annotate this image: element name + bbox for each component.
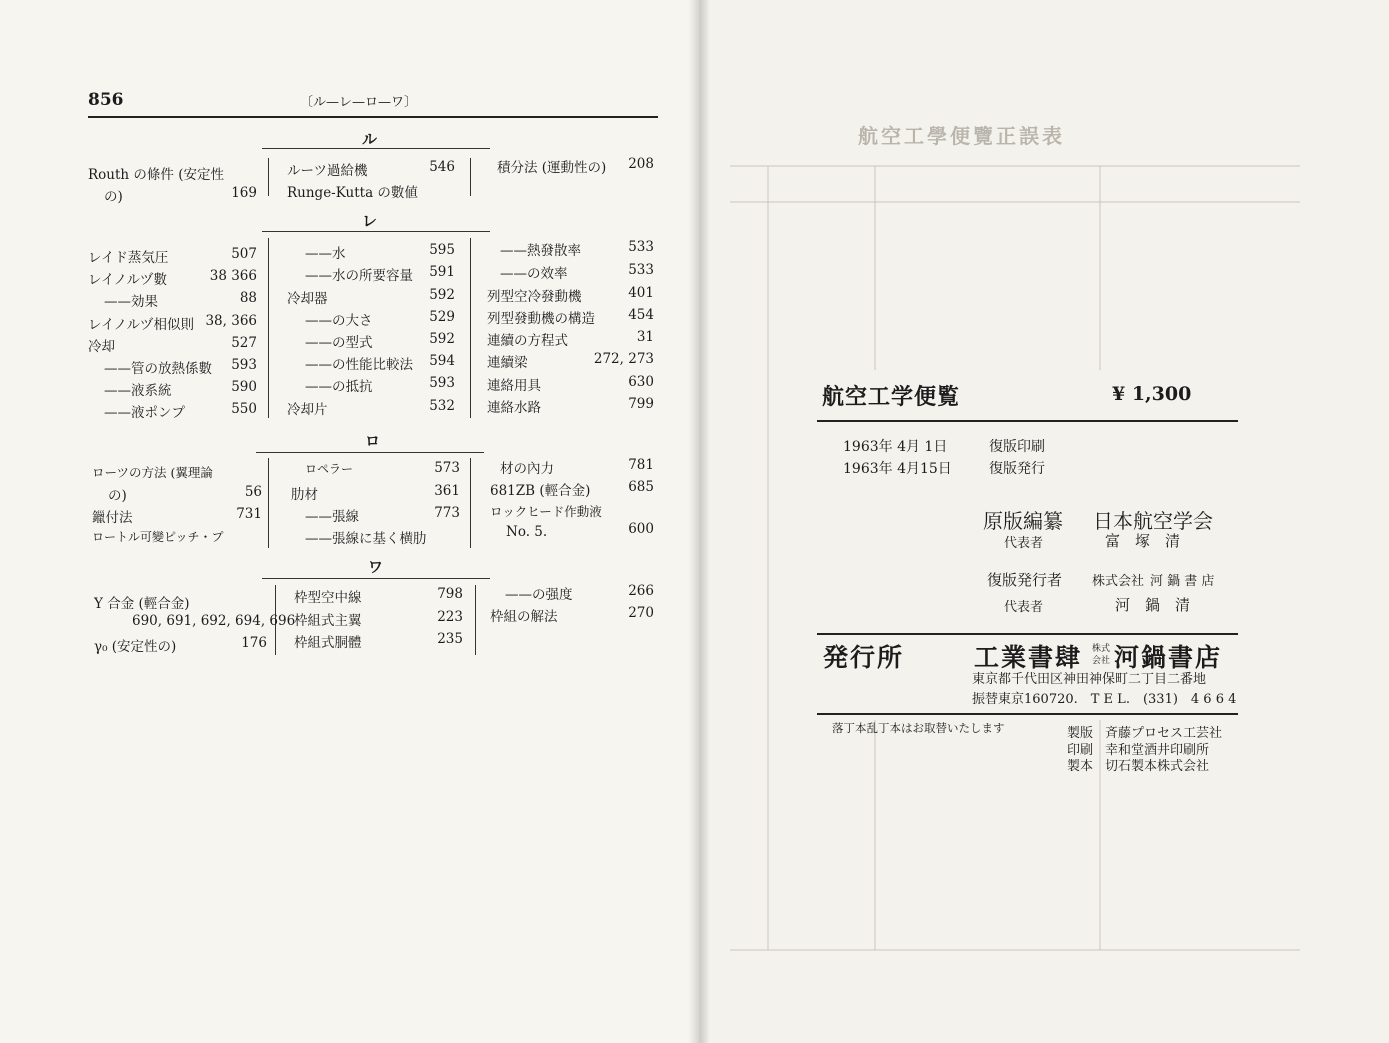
issuer-name-b: 河鍋書店 bbox=[1114, 643, 1223, 672]
column-divider bbox=[475, 585, 476, 655]
original-editor-label: 原版編纂 bbox=[983, 509, 1063, 533]
index-entry: レイド蒸気圧 bbox=[88, 250, 169, 266]
section-heading-re: レ bbox=[362, 212, 378, 230]
index-page-ref: 591 bbox=[429, 264, 455, 280]
column-divider bbox=[470, 238, 471, 418]
issuer-label: 発行所 bbox=[823, 643, 905, 672]
index-entry: ——水 bbox=[305, 246, 346, 262]
issuer-kabu-1: 株式 bbox=[1092, 644, 1111, 654]
index-entry: 列型空冷發動機 bbox=[487, 289, 582, 305]
index-page-ref: 223 bbox=[437, 609, 463, 625]
index-page-ref: 507 bbox=[231, 246, 257, 262]
colophon-rule bbox=[817, 713, 1238, 715]
index-entry: ——の性能比較法 bbox=[305, 357, 413, 373]
representative-label: 代表者 bbox=[1004, 600, 1044, 615]
index-page-ref: 169 bbox=[231, 185, 257, 201]
index-entry: 連絡水路 bbox=[487, 400, 541, 416]
index-entry: ——の强度 bbox=[505, 587, 573, 603]
index-entry: ——張線 bbox=[305, 509, 359, 525]
colophon-rule bbox=[817, 420, 1238, 422]
index-page-ref: 454 bbox=[628, 307, 654, 323]
index-page-ref: 270 bbox=[628, 605, 654, 621]
index-entry: 鑞付法 bbox=[92, 510, 133, 526]
bind-label: 製本 bbox=[1067, 759, 1094, 774]
index-page-ref: 38, 366 bbox=[205, 313, 257, 329]
page-number: 856 bbox=[88, 90, 124, 110]
index-entry: 材の內力 bbox=[500, 461, 554, 477]
index-entry: 冷却 bbox=[88, 339, 115, 355]
print-date: 1963年 4月 1日 bbox=[843, 439, 948, 455]
section-heading-ro: ロ bbox=[365, 432, 381, 450]
index-page-ref: 208 bbox=[628, 156, 654, 172]
index-entry: No. 5. bbox=[506, 524, 548, 540]
index-entry: ——張線に基く横肋 bbox=[305, 531, 427, 547]
index-entry: 連續の方程式 bbox=[487, 333, 568, 349]
section-rule bbox=[262, 231, 490, 232]
index-entry: ——の大さ bbox=[305, 313, 373, 329]
representative-name: 富 塚 清 bbox=[1105, 532, 1181, 550]
index-entry: 冷却器 bbox=[287, 291, 328, 307]
header-rule bbox=[88, 116, 658, 118]
index-entry: 冷却片 bbox=[287, 402, 328, 418]
index-entry: Y 合金 (輕合金) bbox=[94, 596, 190, 612]
plate-label: 製版 bbox=[1067, 726, 1094, 741]
index-entry: 枠組式主翼 bbox=[294, 613, 362, 629]
index-page-ref: 31 bbox=[636, 329, 654, 345]
index-page-ref: 527 bbox=[231, 335, 257, 351]
address: 東京都千代田区神田神保町二丁目二番地 bbox=[972, 672, 1207, 687]
colophon-rule bbox=[817, 633, 1238, 635]
section-rule bbox=[256, 452, 484, 453]
column-divider bbox=[268, 458, 269, 548]
index-entry: ローツの方法 (翼理論 bbox=[92, 465, 213, 480]
issuer-kabu-2: 会社 bbox=[1092, 656, 1111, 666]
index-page-ref: 235 bbox=[437, 631, 463, 647]
original-editor: 日本航空学会 bbox=[1093, 509, 1213, 533]
index-entry: 枠組の解法 bbox=[490, 609, 558, 625]
index-page-ref: 781 bbox=[628, 457, 654, 473]
index-page-ref: 533 bbox=[628, 239, 654, 255]
representative-name: 河 鍋 清 bbox=[1115, 596, 1191, 614]
errata-title-showthrough: 航空工學便覽正誤表 bbox=[858, 124, 1065, 148]
index-page-ref: 592 bbox=[429, 331, 455, 347]
index-page-ref: 593 bbox=[429, 375, 455, 391]
index-page-ref: 529 bbox=[429, 309, 455, 325]
index-page-ref: 176 bbox=[241, 635, 267, 651]
index-page-ref: 272, 273 bbox=[593, 351, 654, 367]
index-page-ref: 88 bbox=[239, 290, 257, 306]
index-entry: Routh の條件 (安定性 bbox=[88, 167, 224, 183]
section-heading-ru: ル bbox=[362, 130, 378, 148]
index-entry: Runge-Kutta の數値 bbox=[287, 185, 418, 201]
index-entry: ——の效率 bbox=[500, 266, 568, 282]
running-head: 〔ル—レ—ロ—ワ〕 bbox=[300, 95, 418, 110]
issue-date: 1963年 4月15日 bbox=[843, 461, 952, 477]
index-entry: 681ZB (輕合金) bbox=[490, 483, 591, 499]
book-title: 航空工学便覧 bbox=[822, 384, 961, 410]
index-entry: レイノルヅ相似則 bbox=[88, 317, 194, 333]
index-entry: γ₀ (安定性の) bbox=[94, 639, 177, 655]
column-divider bbox=[470, 158, 471, 196]
section-rule bbox=[262, 578, 490, 579]
index-entry: ロペラー bbox=[305, 462, 354, 476]
index-page-ref: 594 bbox=[429, 353, 455, 369]
index-entry: ——水の所要容量 bbox=[305, 268, 413, 284]
index-entry: 連續梁 bbox=[487, 355, 528, 371]
reprint-publisher: 河 鍋 書 店 bbox=[1150, 574, 1215, 589]
index-page-ref: 799 bbox=[628, 396, 654, 412]
index-page-ref: 630 bbox=[628, 374, 654, 390]
index-entry: 枠組式胴體 bbox=[294, 635, 362, 651]
index-entry: ——の抵抗 bbox=[305, 379, 373, 395]
phone: 振替東京160720. T E L. (331) 4 6 6 4 bbox=[972, 692, 1237, 707]
index-entry: の) bbox=[108, 488, 127, 504]
index-page-ref: 595 bbox=[429, 242, 455, 258]
index-entry: 積分法 (運動性の) bbox=[497, 160, 607, 176]
index-entry: 690, 691, 692, 694, 696 bbox=[132, 613, 296, 629]
index-page-ref: 550 bbox=[231, 401, 257, 417]
column-divider bbox=[470, 458, 471, 548]
index-page-ref: 401 bbox=[628, 285, 654, 301]
reprint-publisher-prefix: 株式会社 bbox=[1092, 574, 1145, 589]
index-entry: ——液系統 bbox=[104, 383, 172, 399]
index-entry: 列型發動機の構造 bbox=[487, 311, 595, 327]
index-page-ref: 798 bbox=[437, 586, 463, 602]
index-entry: ルーツ過給機 bbox=[287, 163, 368, 179]
column-divider bbox=[268, 238, 269, 418]
index-entry: ——の型式 bbox=[305, 335, 373, 351]
index-page-ref: 266 bbox=[628, 583, 654, 599]
index-page-ref: 593 bbox=[231, 357, 257, 373]
index-entry: ロックヒード作動液 bbox=[490, 504, 602, 519]
index-entry: 連絡用具 bbox=[487, 378, 541, 394]
index-entry: 枠型空中線 bbox=[294, 590, 362, 606]
index-page-ref: 573 bbox=[434, 460, 460, 476]
index-entry: 肋材 bbox=[291, 487, 318, 503]
index-entry: ロートル可變ピッチ・プ bbox=[92, 530, 224, 544]
issue-label: 復版発行 bbox=[989, 461, 1045, 477]
index-page-ref: 361 bbox=[434, 483, 460, 499]
issuer-name-a: 工業書肆 bbox=[974, 643, 1083, 672]
book-gutter bbox=[688, 0, 710, 1043]
index-page-ref: 592 bbox=[429, 287, 455, 303]
index-page-ref: 532 bbox=[429, 398, 455, 414]
index-entry: ——効果 bbox=[104, 294, 158, 310]
index-page-ref: 38 366 bbox=[209, 268, 257, 284]
print-company: 幸和堂酒井印刷所 bbox=[1105, 743, 1210, 758]
index-page-ref: 533 bbox=[628, 262, 654, 278]
index-page-ref: 773 bbox=[434, 505, 460, 521]
index-page-ref: 56 bbox=[244, 484, 262, 500]
price: ¥ 1,300 bbox=[1112, 383, 1192, 405]
index-page-ref: 600 bbox=[628, 521, 654, 537]
index-entry: ——管の放熱係數 bbox=[104, 361, 212, 377]
index-page-ref: 546 bbox=[429, 159, 455, 175]
print-label: 印刷 bbox=[1067, 743, 1094, 758]
column-divider bbox=[268, 158, 269, 196]
plate-company: 斉藤プロセス工芸社 bbox=[1105, 726, 1223, 741]
replacement-notice: 落丁本乱丁本はお取替いたします bbox=[832, 721, 1005, 735]
index-page-ref: 590 bbox=[231, 379, 257, 395]
index-entry: ——熱發散率 bbox=[500, 243, 581, 259]
representative-label: 代表者 bbox=[1004, 536, 1044, 551]
index-entry: レイノルヅ數 bbox=[88, 272, 167, 288]
section-heading-wa: ワ bbox=[368, 558, 384, 576]
index-entry: ——液ポンプ bbox=[104, 405, 185, 421]
index-entry: の) bbox=[104, 189, 123, 205]
index-page-ref: 731 bbox=[236, 506, 262, 522]
reprint-publisher-label: 復版発行者 bbox=[987, 571, 1063, 589]
print-label: 復版印刷 bbox=[989, 439, 1045, 455]
bind-company: 切石製本株式会社 bbox=[1105, 759, 1210, 774]
index-page-ref: 685 bbox=[628, 479, 654, 495]
